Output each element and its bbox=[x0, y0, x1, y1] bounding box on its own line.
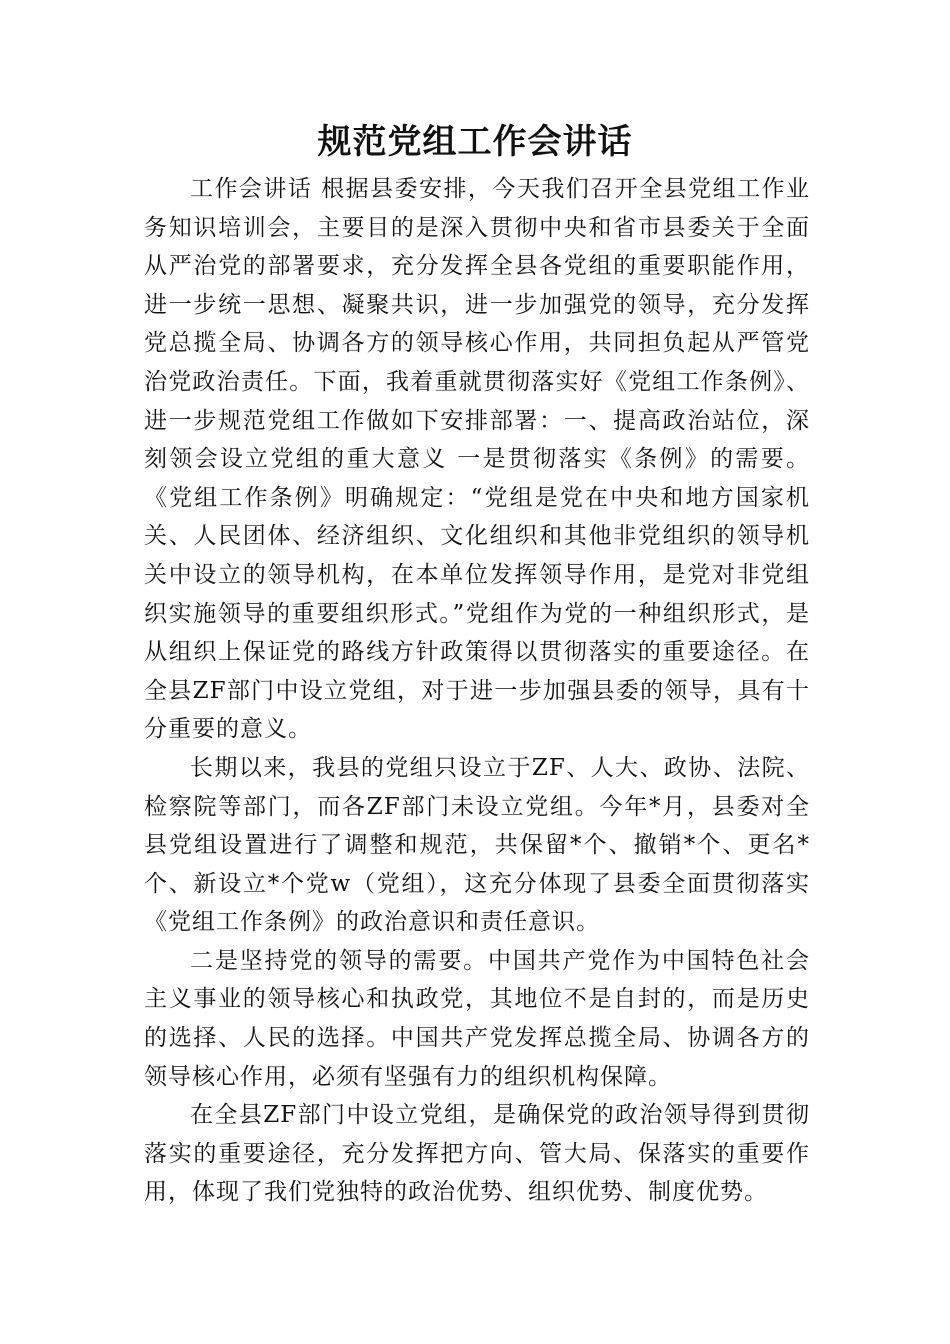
paragraph-2: 长期以来，我县的党组只设立于ZF、人大、政协、法院、检察院等部门，而各ZF部门未设立党组。今年*月，县委对全县党组设置进行了调整和规范，共保留*个、撤销*个、更名*个、新设立*个党w（党组），这充分体现了县委全面贯彻落实《党组工作条例》的政治意识和责任意识。 bbox=[144, 754, 810, 936]
document-title: 规范党组工作会讲话 bbox=[317, 122, 633, 162]
document-body bbox=[144, 170, 810, 1212]
paragraph-1: 工作会讲话 根据县委安排，今天我们召开全县党组工作业务知识培训会，主要目的是深入贯彻中央和省市县委关于全面从严治党的部署要求，充分发挥全县各党组的重要职能作用，进一步统一思想、凝聚共识，进一步加强党的领导，充分发挥党总揽全局、协调各方的领导核心作用，共同担负起从严管党治党政治责任。下面，我着重就贯彻落实好《党组工作条例》、进一步规范党组工作做如下安排部署：一、提高政治站位，深刻领会设立党组的重大意义 一是贯彻落实《条例》的需要。《党组工作条例》明确规定：“党组是党在中央和地方国家机关、人民团体、经济组织、文化组织和其他非党组织的领导机关中设立的领导机构，在本单位发挥领导作用，是党对非党组织实施领导的重要组织形式。”党组作为党的一种组织形式，是从组织上保证党的路线方针政策得以贯彻落实的重要途径。在全县ZF部门中设立党组，对于进一步加强县委的领导，具有十分重要的意义。 bbox=[144, 176, 810, 743]
paragraph-3: 二是坚持党的领导的需要。中国共产党作为中国特色社会主义事业的领导核心和执政党，其地位不是自封的，而是历史的选择、人民的选择。中国共产党发挥总揽全局、协调各方的领导核心作用，必须有坚强有力的组织机构保障。 bbox=[144, 947, 810, 1090]
paragraph-4: 在全县ZF部门中设立党组，是确保党的政治领导得到贯彻落实的重要途径，充分发挥把方向、管大局、保落实的重要作用，体现了我们党独特的政治优势、组织优势、制度优势。 bbox=[144, 1102, 810, 1206]
